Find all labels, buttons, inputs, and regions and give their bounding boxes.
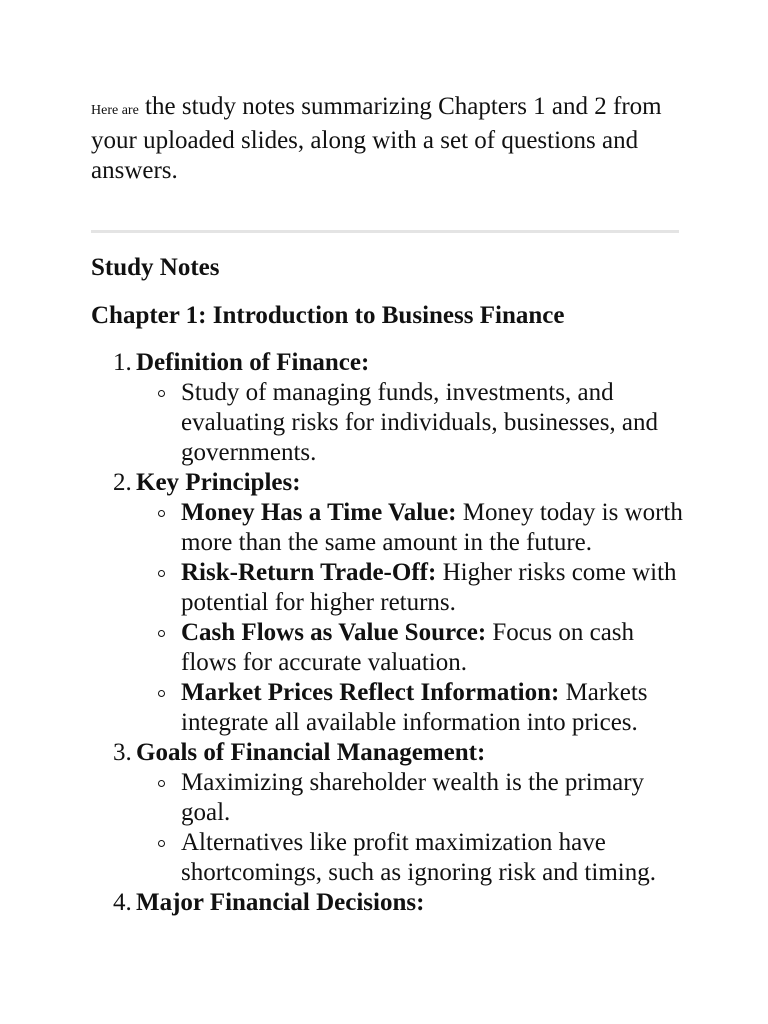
list-item [91, 348, 691, 468]
chapter-1-heading: Chapter 1: Introduction to Business Finance [91, 302, 565, 329]
sub-item-text: Study of managing funds, investments, and evaluating risks for individuals, businesses, and governments. [181, 379, 659, 466]
sub-item-text: Focus on cash flows for accurate valuation. [181, 619, 635, 676]
intro-prefix: Here are [91, 103, 139, 118]
sub-list-item [136, 678, 691, 738]
document-page [91, 92, 691, 918]
sub-list-item [136, 828, 691, 888]
circle-bullet-icon [158, 630, 165, 637]
sub-list [136, 498, 691, 738]
sub-list-item [136, 378, 691, 468]
item-number: 3. [113, 739, 132, 766]
sub-item-bold: Money Has a Time Value: [181, 499, 457, 526]
item-number: 1. [113, 349, 132, 376]
list-item [91, 888, 691, 918]
sub-list-item [136, 498, 691, 558]
list-item [91, 738, 691, 888]
intro-paragraph [91, 92, 691, 186]
sub-list-item [136, 768, 691, 828]
item-title: Definition of Finance: [136, 349, 370, 376]
item-number: 2. [113, 469, 132, 496]
circle-bullet-icon [158, 570, 165, 577]
intro-text: the study notes summarizing Chapters 1 and 2 from your uploaded slides, along with a set of questions and answers. [91, 93, 662, 184]
sub-list [136, 378, 691, 468]
list-item [91, 468, 691, 738]
item-title: Goals of Financial Management: [136, 739, 486, 766]
item-title: Key Principles: [136, 469, 301, 496]
circle-bullet-icon [158, 840, 165, 847]
sub-list-item [136, 618, 691, 678]
horizontal-divider [91, 230, 679, 233]
sub-item-bold: Market Prices Reflect Information: [181, 679, 560, 706]
sub-item-text: Higher risks come with potential for higher returns. [181, 559, 677, 616]
circle-bullet-icon [158, 510, 165, 517]
item-number: 4. [113, 889, 132, 916]
sub-list [136, 768, 691, 888]
item-title: Major Financial Decisions: [136, 889, 425, 916]
sub-item-text: Markets integrate all available information into prices. [181, 679, 648, 736]
sub-item-bold: Cash Flows as Value Source: [181, 619, 487, 646]
sub-item-bold: Risk-Return Trade-Off: [181, 559, 437, 586]
sub-list-item [136, 558, 691, 618]
sub-item-text: Maximizing shareholder wealth is the primary goal. [181, 769, 645, 826]
chapter-1-list [91, 348, 691, 918]
sub-item-text: Alternatives like profit maximization have shortcomings, such as ignoring risk and timing. [181, 829, 656, 886]
circle-bullet-icon [158, 690, 165, 697]
circle-bullet-icon [158, 390, 165, 397]
study-notes-heading: Study Notes [91, 254, 220, 281]
circle-bullet-icon [158, 780, 165, 787]
sub-item-text: Money today is worth more than the same amount in the future. [181, 499, 683, 556]
